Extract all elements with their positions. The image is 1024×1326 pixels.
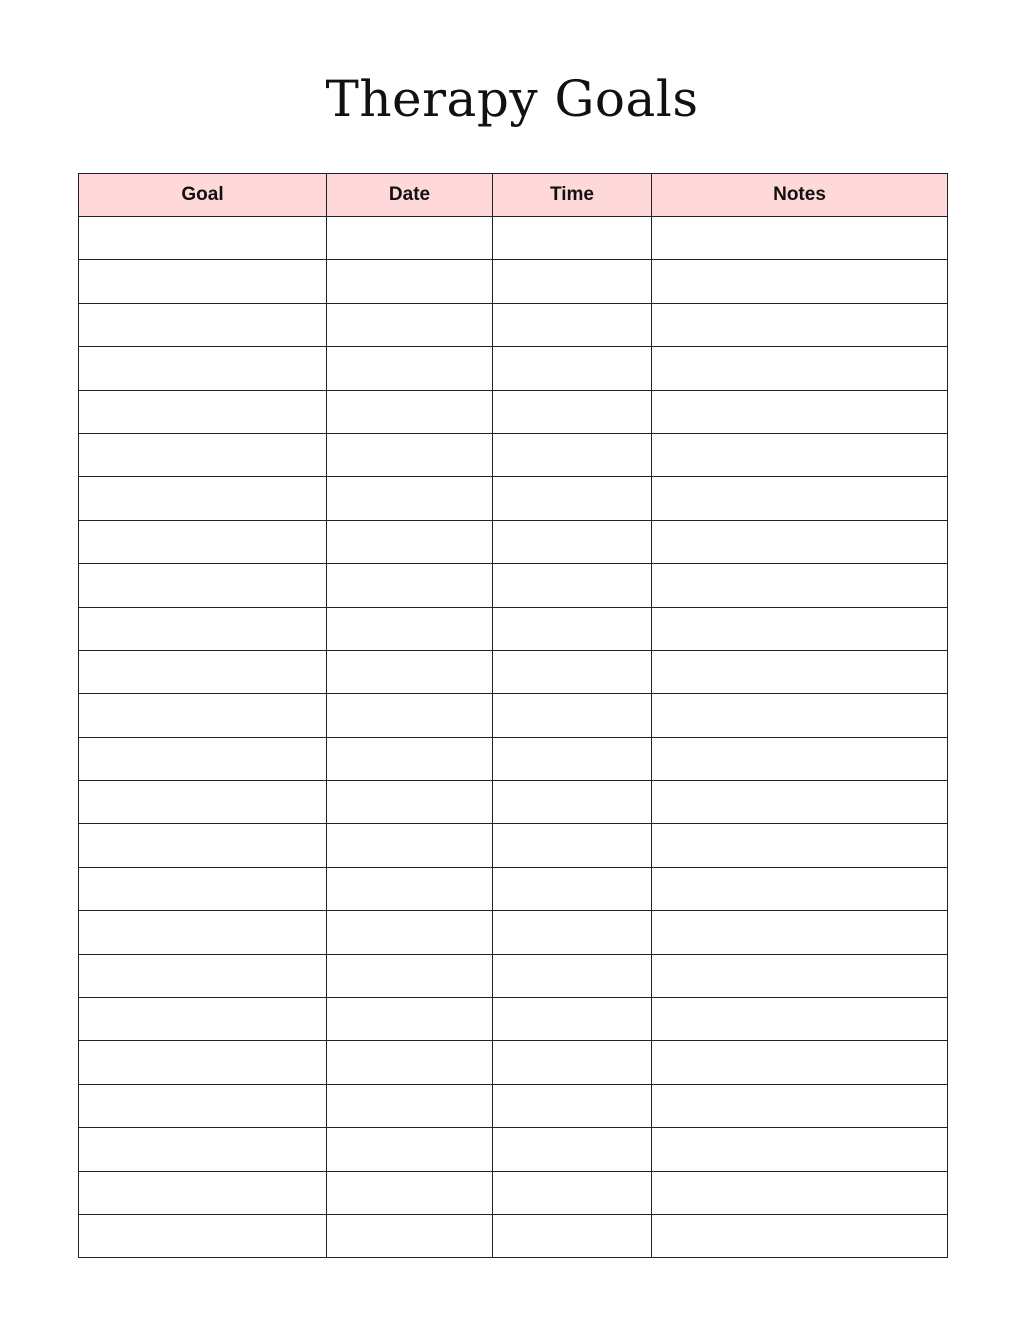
cell-goal[interactable] bbox=[79, 1084, 327, 1127]
table-row bbox=[79, 347, 948, 390]
cell-notes[interactable] bbox=[652, 217, 948, 260]
cell-notes[interactable] bbox=[652, 694, 948, 737]
column-header-time: Time bbox=[493, 174, 652, 217]
cell-notes[interactable] bbox=[652, 1084, 948, 1127]
cell-notes[interactable] bbox=[652, 303, 948, 346]
table-row bbox=[79, 911, 948, 954]
cell-notes[interactable] bbox=[652, 867, 948, 910]
cell-goal[interactable] bbox=[79, 303, 327, 346]
table-row bbox=[79, 260, 948, 303]
table-row bbox=[79, 954, 948, 997]
cell-notes[interactable] bbox=[652, 954, 948, 997]
cell-goal[interactable] bbox=[79, 390, 327, 433]
cell-goal[interactable] bbox=[79, 607, 327, 650]
cell-time[interactable] bbox=[493, 998, 652, 1041]
cell-date[interactable] bbox=[327, 564, 493, 607]
cell-goal[interactable] bbox=[79, 433, 327, 476]
cell-date[interactable] bbox=[327, 781, 493, 824]
table-row bbox=[79, 1171, 948, 1214]
cell-time[interactable] bbox=[493, 737, 652, 780]
cell-time[interactable] bbox=[493, 607, 652, 650]
cell-date[interactable] bbox=[327, 217, 493, 260]
cell-date[interactable] bbox=[327, 347, 493, 390]
cell-date[interactable] bbox=[327, 1171, 493, 1214]
cell-goal[interactable] bbox=[79, 1128, 327, 1171]
table-row bbox=[79, 998, 948, 1041]
cell-date[interactable] bbox=[327, 477, 493, 520]
table-row bbox=[79, 564, 948, 607]
table-row bbox=[79, 303, 948, 346]
cell-goal[interactable] bbox=[79, 564, 327, 607]
cell-goal[interactable] bbox=[79, 694, 327, 737]
cell-goal[interactable] bbox=[79, 1171, 327, 1214]
cell-goal[interactable] bbox=[79, 867, 327, 910]
cell-date[interactable] bbox=[327, 1214, 493, 1257]
cell-time[interactable] bbox=[493, 1214, 652, 1257]
cell-date[interactable] bbox=[327, 390, 493, 433]
cell-date[interactable] bbox=[327, 303, 493, 346]
table-row bbox=[79, 694, 948, 737]
cell-time[interactable] bbox=[493, 781, 652, 824]
column-header-goal: Goal bbox=[79, 174, 327, 217]
cell-time[interactable] bbox=[493, 477, 652, 520]
cell-time[interactable] bbox=[493, 303, 652, 346]
cell-time[interactable] bbox=[493, 347, 652, 390]
cell-date[interactable] bbox=[327, 1084, 493, 1127]
cell-notes[interactable] bbox=[652, 737, 948, 780]
table-row bbox=[79, 217, 948, 260]
cell-goal[interactable] bbox=[79, 217, 327, 260]
cell-goal[interactable] bbox=[79, 520, 327, 563]
cell-time[interactable] bbox=[493, 650, 652, 693]
cell-time[interactable] bbox=[493, 954, 652, 997]
table-row bbox=[79, 1041, 948, 1084]
cell-time[interactable] bbox=[493, 390, 652, 433]
table-row bbox=[79, 1084, 948, 1127]
cell-notes[interactable] bbox=[652, 433, 948, 476]
cell-date[interactable] bbox=[327, 737, 493, 780]
cell-time[interactable] bbox=[493, 520, 652, 563]
cell-time[interactable] bbox=[493, 867, 652, 910]
table-row bbox=[79, 477, 948, 520]
table-row bbox=[79, 781, 948, 824]
cell-notes[interactable] bbox=[652, 1214, 948, 1257]
cell-notes[interactable] bbox=[652, 1128, 948, 1171]
cell-time[interactable] bbox=[493, 433, 652, 476]
cell-date[interactable] bbox=[327, 1041, 493, 1084]
cell-notes[interactable] bbox=[652, 390, 948, 433]
cell-date[interactable] bbox=[327, 607, 493, 650]
table-row bbox=[79, 824, 948, 867]
cell-time[interactable] bbox=[493, 824, 652, 867]
cell-goal[interactable] bbox=[79, 954, 327, 997]
table-row bbox=[79, 607, 948, 650]
cell-goal[interactable] bbox=[79, 911, 327, 954]
cell-notes[interactable] bbox=[652, 1171, 948, 1214]
cell-time[interactable] bbox=[493, 694, 652, 737]
table-row bbox=[79, 433, 948, 476]
cell-goal[interactable] bbox=[79, 781, 327, 824]
cell-date[interactable] bbox=[327, 824, 493, 867]
column-header-notes: Notes bbox=[652, 174, 948, 217]
cell-notes[interactable] bbox=[652, 824, 948, 867]
cell-notes[interactable] bbox=[652, 260, 948, 303]
cell-date[interactable] bbox=[327, 998, 493, 1041]
cell-notes[interactable] bbox=[652, 650, 948, 693]
cell-time[interactable] bbox=[493, 1171, 652, 1214]
table-row bbox=[79, 390, 948, 433]
cell-date[interactable] bbox=[327, 867, 493, 910]
cell-goal[interactable] bbox=[79, 1214, 327, 1257]
cell-notes[interactable] bbox=[652, 520, 948, 563]
cell-time[interactable] bbox=[493, 1128, 652, 1171]
cell-date[interactable] bbox=[327, 650, 493, 693]
table-row bbox=[79, 1128, 948, 1171]
cell-notes[interactable] bbox=[652, 477, 948, 520]
cell-goal[interactable] bbox=[79, 998, 327, 1041]
cell-time[interactable] bbox=[493, 564, 652, 607]
cell-date[interactable] bbox=[327, 954, 493, 997]
cell-date[interactable] bbox=[327, 520, 493, 563]
cell-goal[interactable] bbox=[79, 347, 327, 390]
cell-goal[interactable] bbox=[79, 737, 327, 780]
cell-goal[interactable] bbox=[79, 650, 327, 693]
cell-date[interactable] bbox=[327, 694, 493, 737]
cell-notes[interactable] bbox=[652, 564, 948, 607]
cell-goal[interactable] bbox=[79, 824, 327, 867]
cell-time[interactable] bbox=[493, 260, 652, 303]
table-header-row bbox=[79, 174, 948, 217]
cell-date[interactable] bbox=[327, 1128, 493, 1171]
cell-date[interactable] bbox=[327, 433, 493, 476]
page-title: Therapy Goals bbox=[325, 70, 699, 128]
table-row bbox=[79, 867, 948, 910]
column-header-date: Date bbox=[327, 174, 493, 217]
cell-notes[interactable] bbox=[652, 998, 948, 1041]
cell-goal[interactable] bbox=[79, 477, 327, 520]
cell-time[interactable] bbox=[493, 1084, 652, 1127]
cell-time[interactable] bbox=[493, 1041, 652, 1084]
cell-goal[interactable] bbox=[79, 1041, 327, 1084]
cell-notes[interactable] bbox=[652, 1041, 948, 1084]
table-row bbox=[79, 737, 948, 780]
cell-time[interactable] bbox=[493, 911, 652, 954]
table-row bbox=[79, 1214, 948, 1257]
cell-notes[interactable] bbox=[652, 607, 948, 650]
table-row bbox=[79, 520, 948, 563]
cell-date[interactable] bbox=[327, 260, 493, 303]
cell-notes[interactable] bbox=[652, 781, 948, 824]
cell-notes[interactable] bbox=[652, 347, 948, 390]
table-row bbox=[79, 650, 948, 693]
cell-date[interactable] bbox=[327, 911, 493, 954]
cell-time[interactable] bbox=[493, 217, 652, 260]
cell-notes[interactable] bbox=[652, 911, 948, 954]
table-body bbox=[79, 217, 948, 1258]
goals-table bbox=[78, 173, 948, 1258]
cell-goal[interactable] bbox=[79, 260, 327, 303]
